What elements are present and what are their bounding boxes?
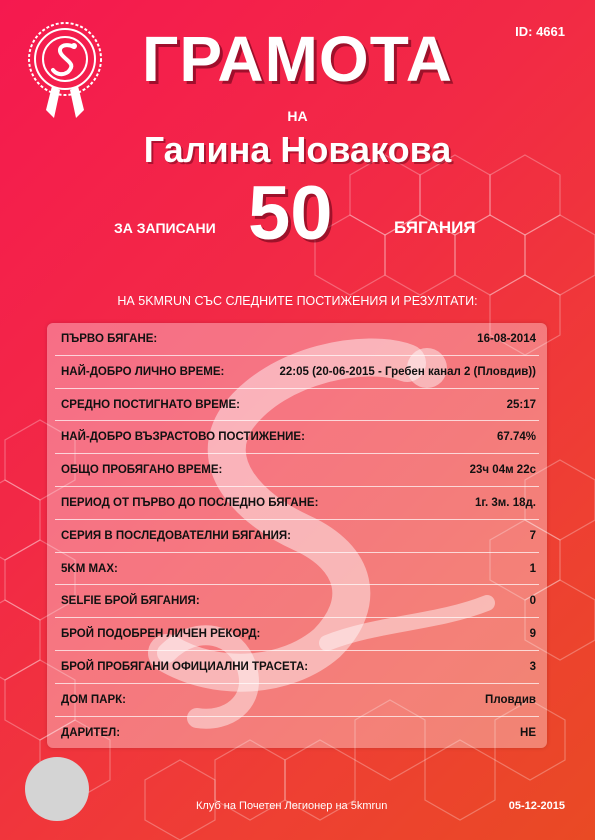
stat-row — [55, 356, 539, 389]
recipient-name: Галина Новакова — [143, 129, 452, 170]
stat-row — [55, 520, 539, 553]
stat-row — [55, 487, 539, 520]
club-name: Клуб на Почетен Легионер на 5kmrun — [196, 800, 388, 812]
stat-row — [55, 553, 539, 586]
stat-row — [55, 684, 539, 717]
stat-value: 3 — [529, 660, 536, 673]
stat-label: СРЕДНО ПОСТИГНАТО ВРЕМЕ: — [61, 398, 240, 411]
stat-label: СЕРИЯ В ПОСЛЕДОВАТЕЛНИ БЯГАНИЯ: — [61, 529, 291, 542]
stat-value: 22:05 (20-06-2015 - Гребен канал 2 (Пловдив)) — [279, 365, 536, 378]
stat-row — [55, 651, 539, 684]
stat-label: БРОЙ ПРОБЯГАНИ ОФИЦИАЛНИ ТРАСЕТА: — [61, 660, 309, 673]
stats-list — [47, 323, 547, 748]
stat-label: НАЙ-ДОБРО ЛИЧНО ВРЕМЕ: — [61, 365, 225, 378]
runs-word: БЯГАНИЯ — [394, 218, 476, 237]
stat-value: 67.74% — [496, 431, 536, 444]
stat-value: 25:17 — [506, 398, 536, 411]
stat-value: 1г. 3м. 18д. — [474, 496, 536, 509]
stat-value: 9 — [529, 628, 536, 641]
stats-panel — [47, 323, 547, 748]
stat-value: 7 — [529, 529, 536, 542]
stat-label: ПЪРВО БЯГАНЕ: — [61, 333, 158, 345]
stat-row — [55, 585, 539, 618]
stat-label: SELFIE БРОЙ БЯГАНИЯ: — [61, 595, 200, 608]
certificate-title: ГРАМОТА — [142, 23, 453, 95]
stat-row — [55, 454, 539, 487]
certificate-id: ID: 4661 — [515, 24, 565, 39]
stat-label: ДОМ ПАРК: — [61, 693, 127, 706]
stat-label: ОБЩО ПРОБЯГАНО ВРЕМЕ: — [61, 464, 223, 477]
stat-label: ПЕРИОД ОТ ПЪРВО ДО ПОСЛЕДНО БЯГАНЕ: — [61, 496, 319, 509]
stat-value: Пловдив — [485, 693, 536, 706]
stat-value: 16-08-2014 — [477, 333, 536, 345]
issue-date: 05-12-2015 — [508, 800, 565, 812]
stat-value: 23ч 04м 22с — [469, 464, 536, 477]
stat-value: НЕ — [520, 726, 536, 739]
stat-label: БРОЙ ПОДОБРЕН ЛИЧЕН РЕКОРД: — [61, 628, 261, 641]
achievements-subtitle: НА 5KMRUN СЪС СЛЕДНИТЕ ПОСТИЖЕНИЯ И РЕЗУЛТАТИ: — [117, 294, 478, 308]
stat-label: НАЙ-ДОБРО ВЪЗРАСТОВО ПОСТИЖЕНИЕ: — [61, 431, 305, 444]
stat-label: 5KM MAX: — [61, 562, 118, 575]
na-label: НА — [287, 108, 308, 124]
for-label: ЗА ЗАПИСАНИ — [114, 220, 216, 236]
avatar — [25, 757, 89, 821]
stat-row — [55, 717, 539, 748]
stat-row — [55, 618, 539, 651]
stat-row — [55, 389, 539, 422]
stat-row — [55, 421, 539, 454]
stat-value: 1 — [529, 562, 536, 575]
stat-label: ДАРИТЕЛ: — [61, 726, 121, 739]
stat-value: 0 — [529, 595, 536, 608]
run-count: 50 — [248, 171, 333, 256]
stat-row — [55, 323, 539, 356]
